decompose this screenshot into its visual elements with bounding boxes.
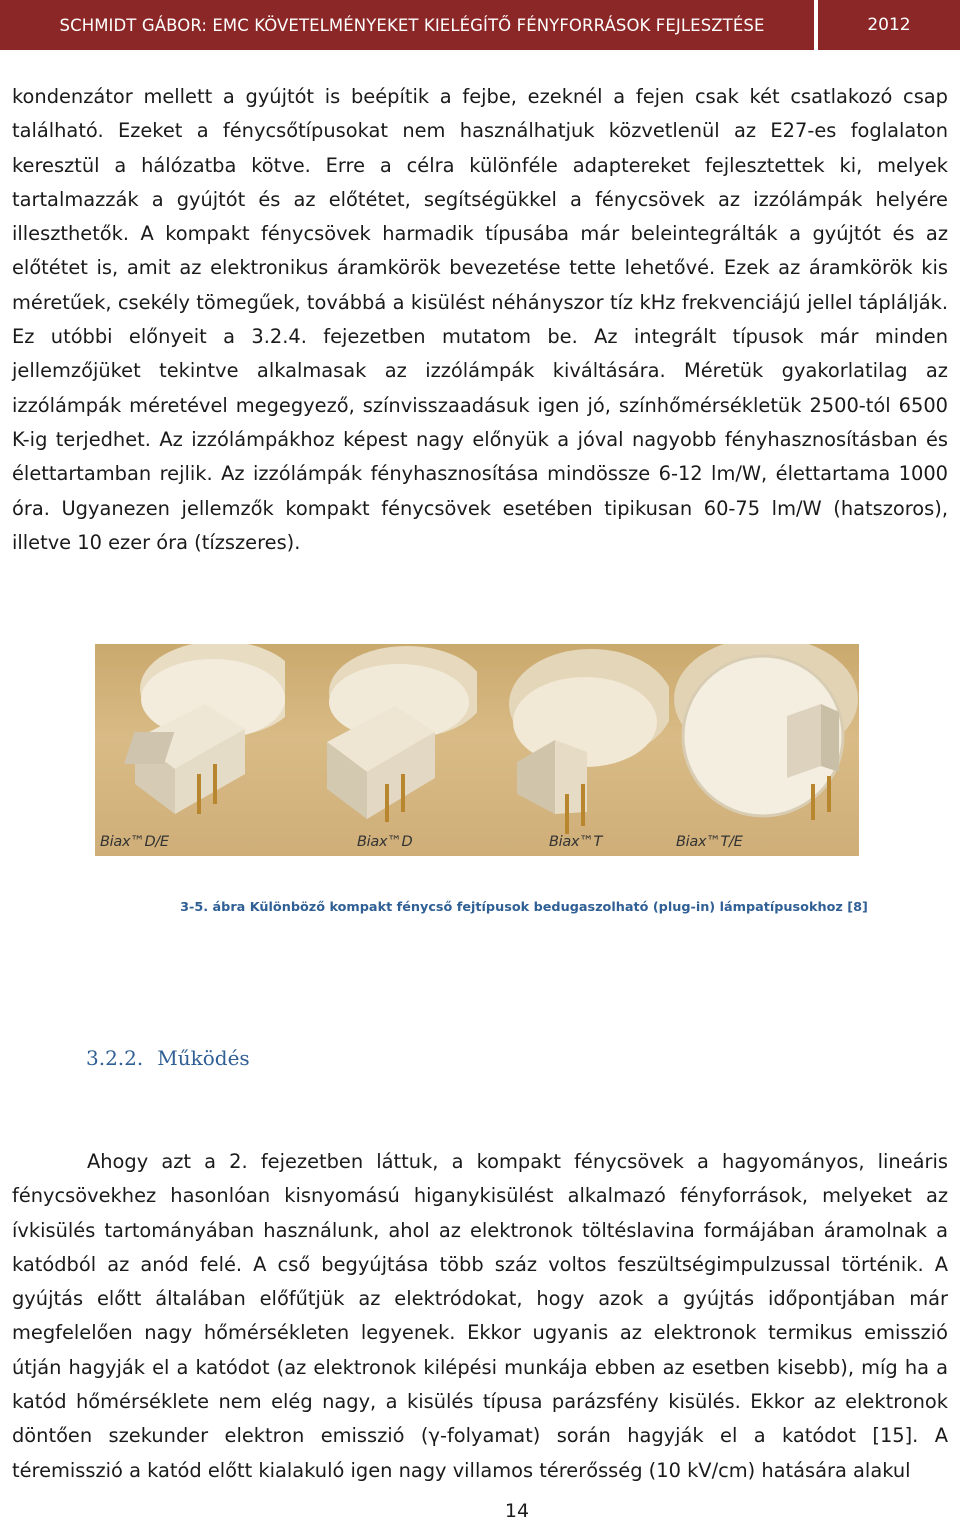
lamp-label-t: Biax™T	[549, 834, 602, 850]
lamp-photo-figure	[95, 644, 859, 856]
lamp-photo-panel-te	[671, 644, 859, 856]
lamp-label-d: Biax™D	[357, 834, 413, 850]
lamp-photo-panel-de	[95, 644, 285, 856]
lamp-photo-panel-t	[479, 644, 669, 856]
lamp-label-te: Biax™T/E	[676, 834, 743, 850]
figure-caption: 3-5. ábra Különböző kompakt fénycső fejtípusok bedugaszolható (plug-in) lámpatípusokhoz [8]	[180, 900, 868, 915]
section-number: 3.2.2.	[86, 1046, 144, 1070]
section-title: Működés	[157, 1046, 250, 1070]
page-number: 14	[504, 1500, 530, 1522]
section-heading	[86, 1046, 250, 1070]
lamp-label-de: Biax™D/E	[100, 834, 169, 850]
lamp-photo-panel-d	[287, 644, 477, 856]
header-title: SCHMIDT GÁBOR: EMC KÖVETELMÉNYEKET KIELÉGÍTŐ FÉNYFORRÁSOK FEJLESZTÉSE	[0, 0, 814, 50]
header-year: 2012	[818, 0, 960, 50]
page-header	[0, 0, 960, 50]
body-paragraph-2: Ahogy azt a 2. fejezetben láttuk, a kompakt fénycsövek a hagyományos, lineáris fénycsövekhez hasonlóan kisnyomású higanykisülést alkalmazó fényforrások, melyeket az ívkisülés tartományában használunk, ahol az elektronok töltéslavina formájában áramolnak a katódból az anód felé. A cső begyújtása több száz voltos feszültségimpulzussal történik. A gyújtás előtt általában előfűtjük az elektródokat, hogy azok a gyújtás időpontjában már megfelelően nagy hőmérsékleten legyenek. Ekkor ugyanis az elektronok termikus emisszió útján hagyják el a katódot (az elektronok kilépési munkája ebben az esetben kisebb), míg ha a katód hőmérséklete nem elég nagy, a kisülés típusa parázsfény kisülés. Ekkor az elektronok döntően szekunder elektron emisszió (γ-folyamat) során hagyják el a katódot [15]. A téremisszió a katód előtt kialakuló igen nagy villamos térerősség (10 kV/cm) hatására alakul	[12, 1150, 948, 1482]
body-paragraph-1: kondenzátor mellett a gyújtót is beépítik a fejbe, ezeknél a fejen csak két csatlakozó csap található. Ezeket a fénycsőtípusokat nem használhatjuk közvetlenül az E27-es foglalaton keresztül a hálózatba kötve. Erre a célra különféle adaptereket fejlesztettek ki, melyek tartalmazzák a gyújtót és az előtétet, segítségükkel a fénycsövek az izzólámpák helyére illeszthetők. A kompakt fénycsövek harmadik típusába már beleintegrálták a gyújtót és az előtétet is, amit az elektronikus áramkörök bevezetése tette lehetővé. Ezek az áramkörök kis méretűek, csekély tömegűek, továbbá a kisülést néhányszor tíz kHz frekvenciájú jellel táplálják. Ez utóbbi előnyeit a 3.2.4. fejezetben mutatom be. Az integrált típusok már minden jellemzőjüket tekintve alkalmasak az izzólámpák kiváltására. Méretük gyakorlatilag az izzólámpák méretével megegyező, színvisszaadásuk igen jó, színhőmérsékletük 2500-tól 6500 K-ig terjedhet. Az izzólámpákhoz képest nagy előnyük a jóval nagyobb fényhasznosításban és élettartamban rejlik. Az izzólámpák fényhasznosítása mindössze 6-12 lm/W, élettartama 1000 óra. Ugyanezen jellemzők kompakt fénycsövek esetében tipikusan 60-75 lm/W (hatszoros), illetve 10 ezer óra (tízszeres).	[12, 85, 948, 554]
